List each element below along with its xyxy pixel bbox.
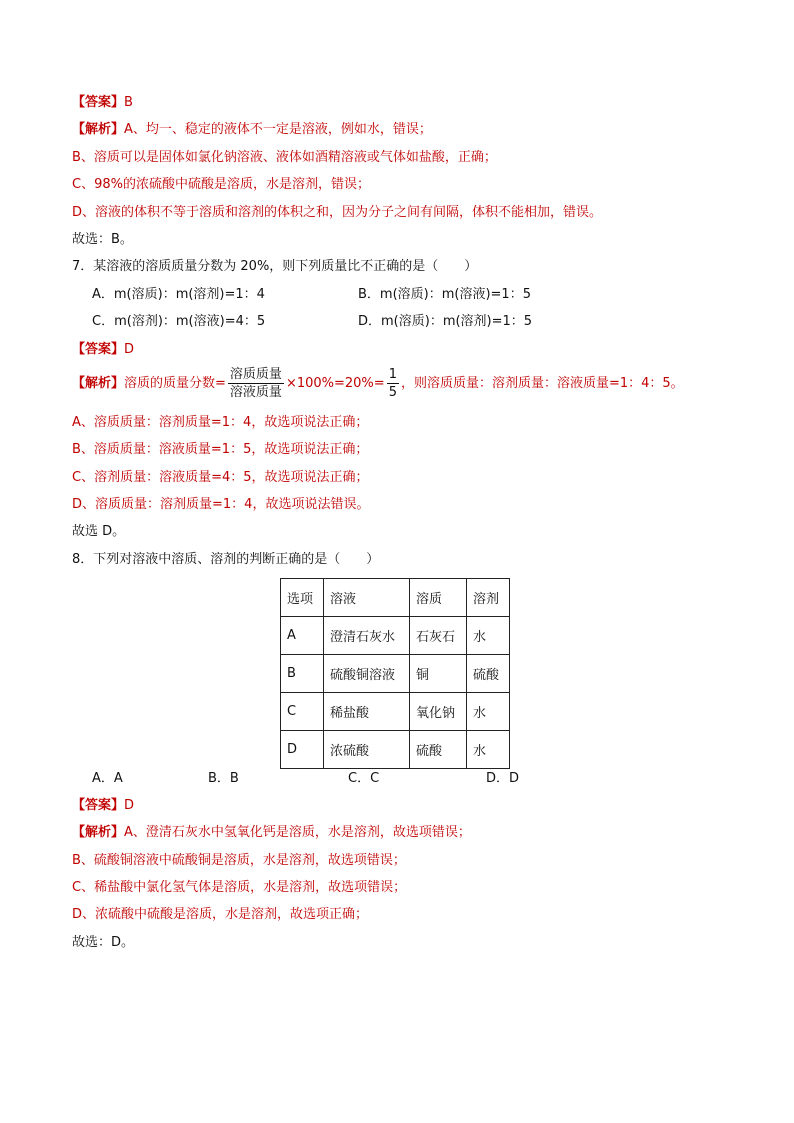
analysis-tag: 【解析】 [72,825,125,840]
table-cell: C [281,693,324,731]
table-cell: 水 [467,693,510,731]
table-cell: D [281,731,324,769]
q6-answer [72,94,133,112]
analysis-text: A、均一、稳定的液体不一定是溶液，例如水，错误； [124,122,432,137]
table-row [281,731,510,769]
table-header: 选项 [281,579,324,617]
q6-analysis-line-4: D、溶液的体积不等于溶质和溶剂的体积之和，因为分子之间有间隔，体积不能相加，错误。 [72,205,603,220]
q7-option-b: B．m(溶质)：m(溶液)=1：5 [358,287,531,302]
q7-option-d: D．m(溶质)：m(溶剂)=1：5 [358,314,533,329]
table-cell: 铜 [410,655,467,693]
table-cell: 水 [467,731,510,769]
q8-analysis-line-d: D、浓硫酸中硫酸是溶质，水是溶剂，故选项正确； [72,907,369,922]
fraction-numerator: 1 [388,367,397,382]
q7-conclusion: 故选 D。 [72,524,126,539]
answer-tag: 【答案】 [72,95,125,110]
q8-answer [72,797,134,815]
table-row [281,655,510,693]
q7-analysis-line-d: D、溶质质量：溶剂质量=1：4，故选项说法错误。 [72,497,370,512]
q8-conclusion: 故选：D。 [72,935,135,950]
one-fifth-fraction [387,366,399,401]
formula-prefix: 溶质的质量分数= [124,376,226,391]
table-cell: B [281,655,324,693]
mass-fraction [228,366,284,401]
q7-answer [72,341,134,359]
table-cell: 石灰石 [410,617,467,655]
table-cell: 稀盐酸 [324,693,410,731]
q6-conclusion: 故选：B。 [72,232,133,247]
q6-analysis-line-1 [72,121,432,139]
answer-value: B [124,95,133,110]
table-row [281,617,510,655]
formula-suffix: ，则溶质质量：溶剂质量：溶液质量=1：4：5。 [400,376,684,391]
fraction-denominator: 5 [388,385,397,400]
fraction-denominator: 溶液质量 [229,385,282,400]
table-cell: 氧化钠 [410,693,467,731]
q8-option-b: B．B [208,771,239,786]
table-cell: 硫酸铜溶液 [324,655,410,693]
answer-value: D [124,798,135,813]
q7-analysis-line-a: A、溶质质量：溶剂质量=1：4，故选项说法正确； [72,415,369,430]
table-cell: 澄清石灰水 [324,617,410,655]
table-row [281,693,510,731]
q8-options-table [280,578,510,769]
table-cell: 水 [467,617,510,655]
table-header: 溶质 [410,579,467,617]
table-header: 溶液 [324,579,410,617]
q8-option-d: D．D [486,771,520,786]
q8-analysis-line-b: B、硫酸铜溶液中硫酸铜是溶质，水是溶剂，故选项错误； [72,853,406,868]
q7-analysis-line-c: C、溶剂质量：溶液质量=4：5，故选项说法正确； [72,470,369,485]
table-header-row [281,579,510,617]
q7-option-c: C．m(溶剂)：m(溶液)=4：5 [92,314,266,329]
analysis-text: A、澄清石灰水中氢氧化钙是溶质，水是溶剂，故选项错误； [124,825,471,840]
formula-middle: ×100%=20%= [285,376,385,391]
table-cell: 浓硫酸 [324,731,410,769]
analysis-tag: 【解析】 [72,122,125,137]
q6-analysis-line-2: B、溶质可以是固体如氯化钠溶液、液体如酒精溶液或气体如盐酸，正确； [72,150,497,165]
analysis-tag: 【解析】 [72,376,125,391]
table-cell: 硫酸 [467,655,510,693]
table-header: 溶剂 [467,579,510,617]
table-cell: 硫酸 [410,731,467,769]
answer-tag: 【答案】 [72,798,125,813]
q6-analysis-line-3: C、98%的浓硫酸中硫酸是溶质，水是溶剂，错误； [72,177,370,192]
q8-option-a: A．A [92,771,123,786]
table-cell: A [281,617,324,655]
q7-stem: 7．某溶液的溶质质量分数为 20%，则下列质量比不正确的是（ ） [72,259,478,274]
q8-option-c: C．C [348,771,380,786]
fraction-numerator: 溶质质量 [229,367,282,382]
q7-analysis-line-b: B、溶质质量：溶液质量=1：5，故选项说法正确； [72,442,369,457]
q8-analysis-line-c: C、稀盐酸中氯化氢气体是溶质，水是溶剂，故选项错误； [72,880,407,895]
answer-value: D [124,342,135,357]
q8-analysis-line-a [72,824,471,842]
answer-tag: 【答案】 [72,342,125,357]
q7-option-a: A．m(溶质)：m(溶剂)=1：4 [92,287,265,302]
q8-stem: 8．下列对溶液中溶质、溶剂的判断正确的是（ ） [72,552,380,567]
q7-analysis-formula [72,366,684,401]
